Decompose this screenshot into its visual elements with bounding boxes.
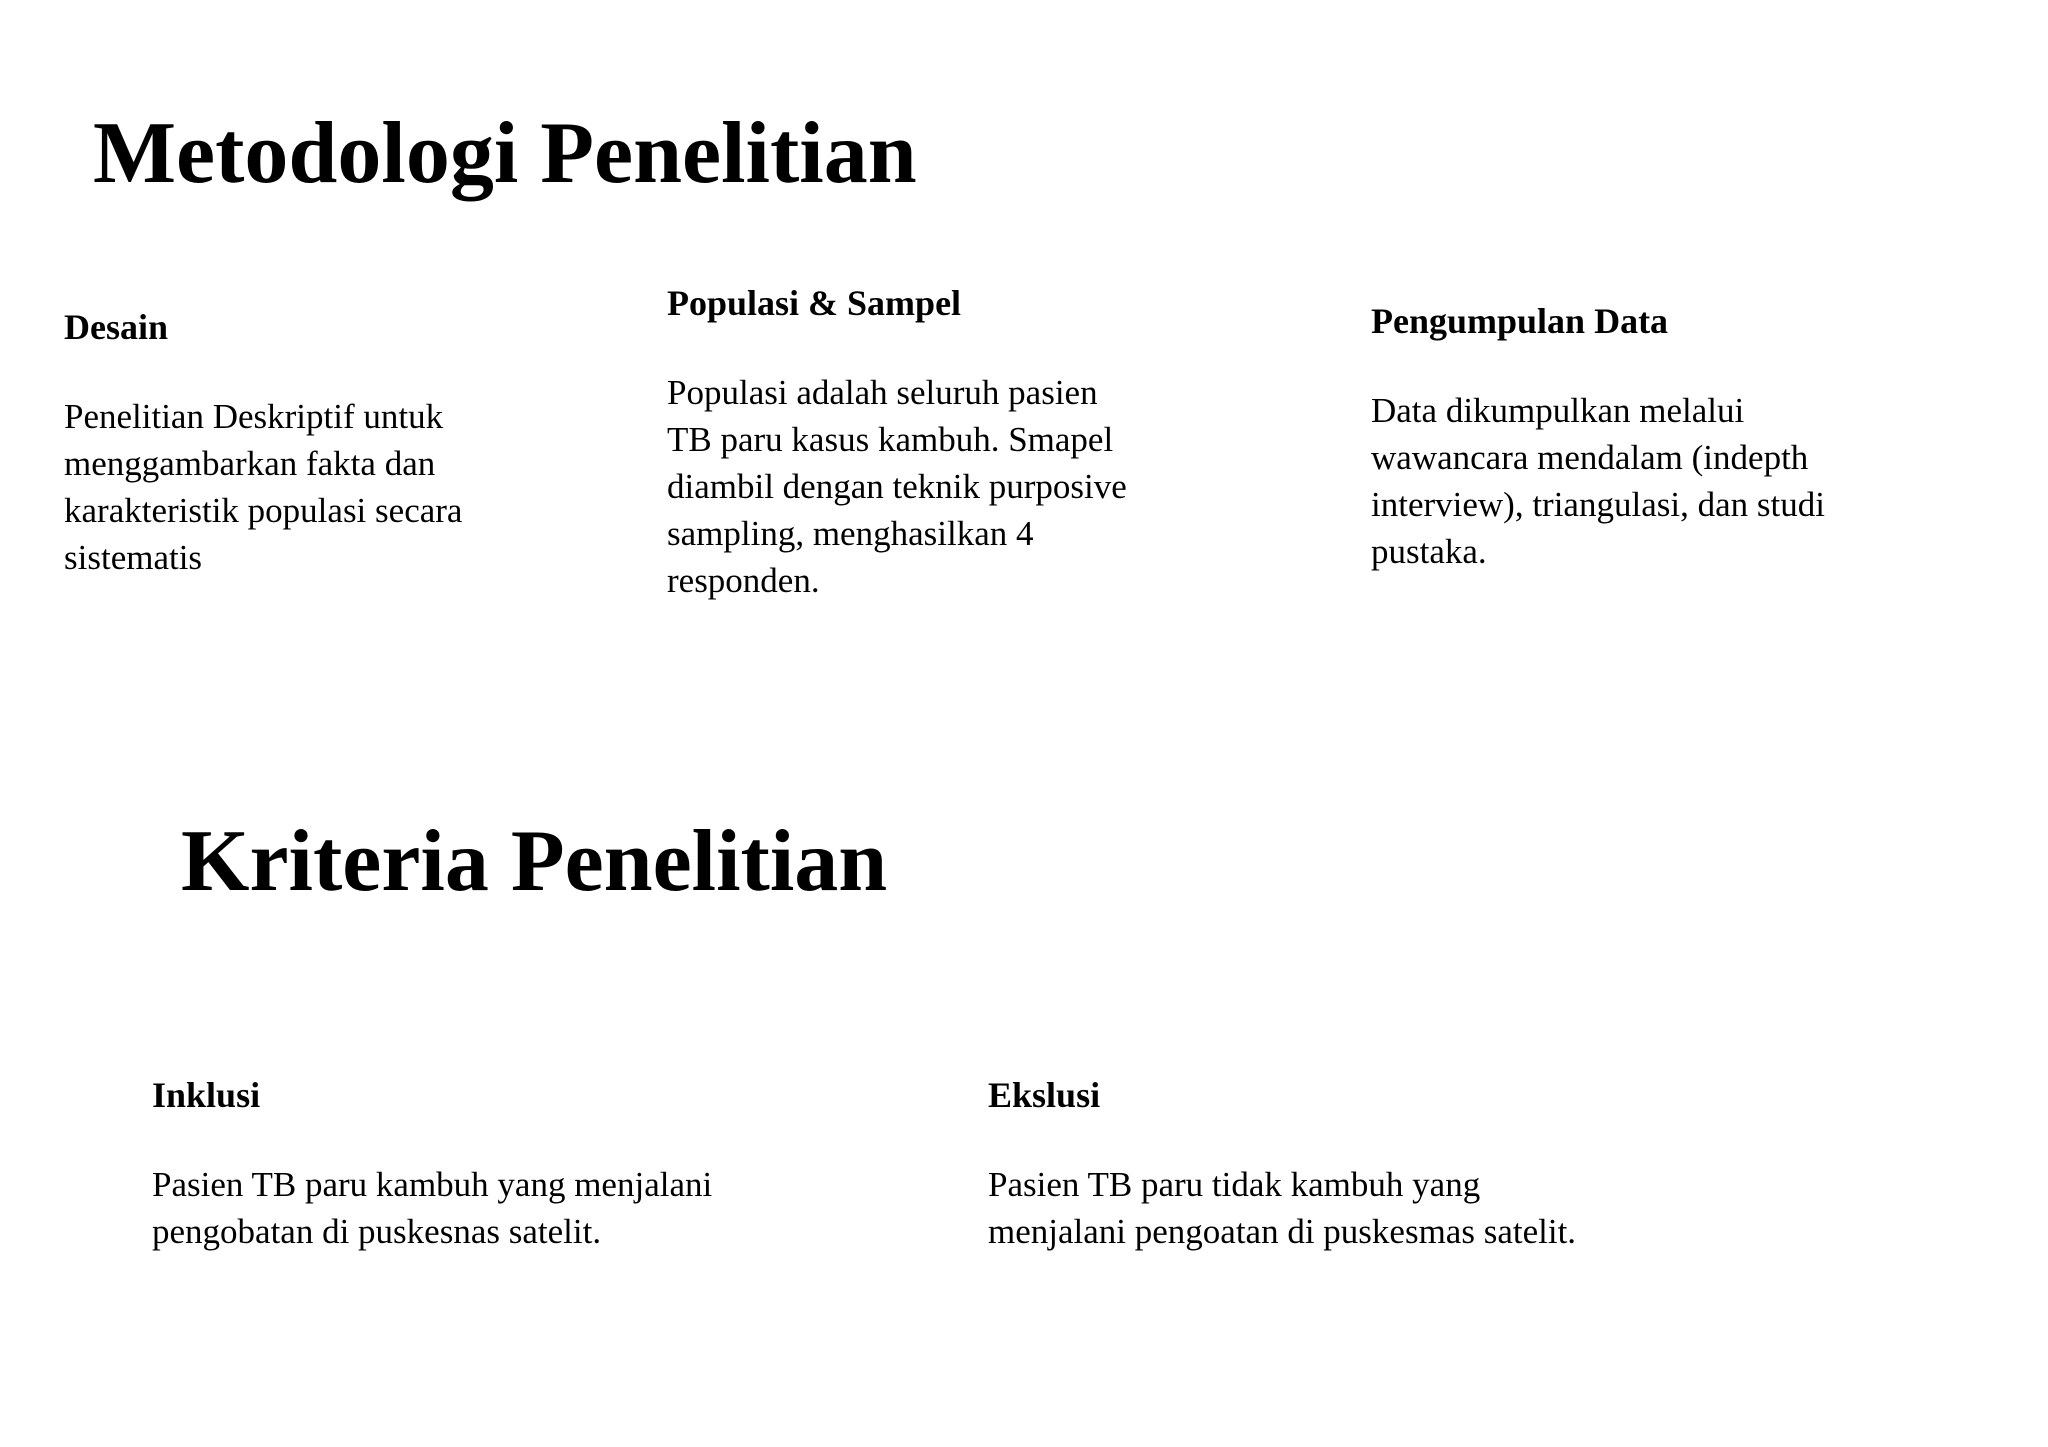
criteria-heading: Kriteria Penelitian bbox=[181, 813, 888, 910]
design-title: Desain bbox=[64, 307, 169, 347]
inclusion-text: Pasien TB paru kambuh yang menjalani pengobatan di puskesnas satelit. bbox=[152, 1165, 713, 1252]
design-section bbox=[64, 306, 624, 581]
data-collection-text: Data dikumpulkan melalui wawancara mendalam (indepth interview), triangulasi, dan studi pustaka. bbox=[1371, 391, 1825, 572]
methodology-heading: Metodologi Penelitian bbox=[93, 105, 917, 202]
design-text: Penelitian Deskriptif untuk menggambarkan fakta dan karakteristik populasi secara sistematis bbox=[64, 397, 463, 578]
exclusion-section bbox=[988, 1074, 1788, 1255]
population-sample-section bbox=[667, 282, 1307, 604]
exclusion-title: Ekslusi bbox=[988, 1075, 1101, 1115]
inclusion-section bbox=[152, 1074, 912, 1255]
population-sample-text: Populasi adalah seluruh pasien TB paru kasus kambuh. Smapel diambil dengan teknik purposive sampling, menghasilkan 4 responden. bbox=[667, 373, 1127, 601]
inclusion-title: Inklusi bbox=[152, 1075, 261, 1115]
data-collection-title: Pengumpulan Data bbox=[1371, 301, 1669, 341]
data-collection-section bbox=[1371, 300, 1991, 575]
population-sample-title: Populasi & Sampel bbox=[667, 283, 962, 323]
exclusion-text: Pasien TB paru tidak kambuh yang menjalani pengoatan di puskesmas satelit. bbox=[988, 1165, 1577, 1252]
